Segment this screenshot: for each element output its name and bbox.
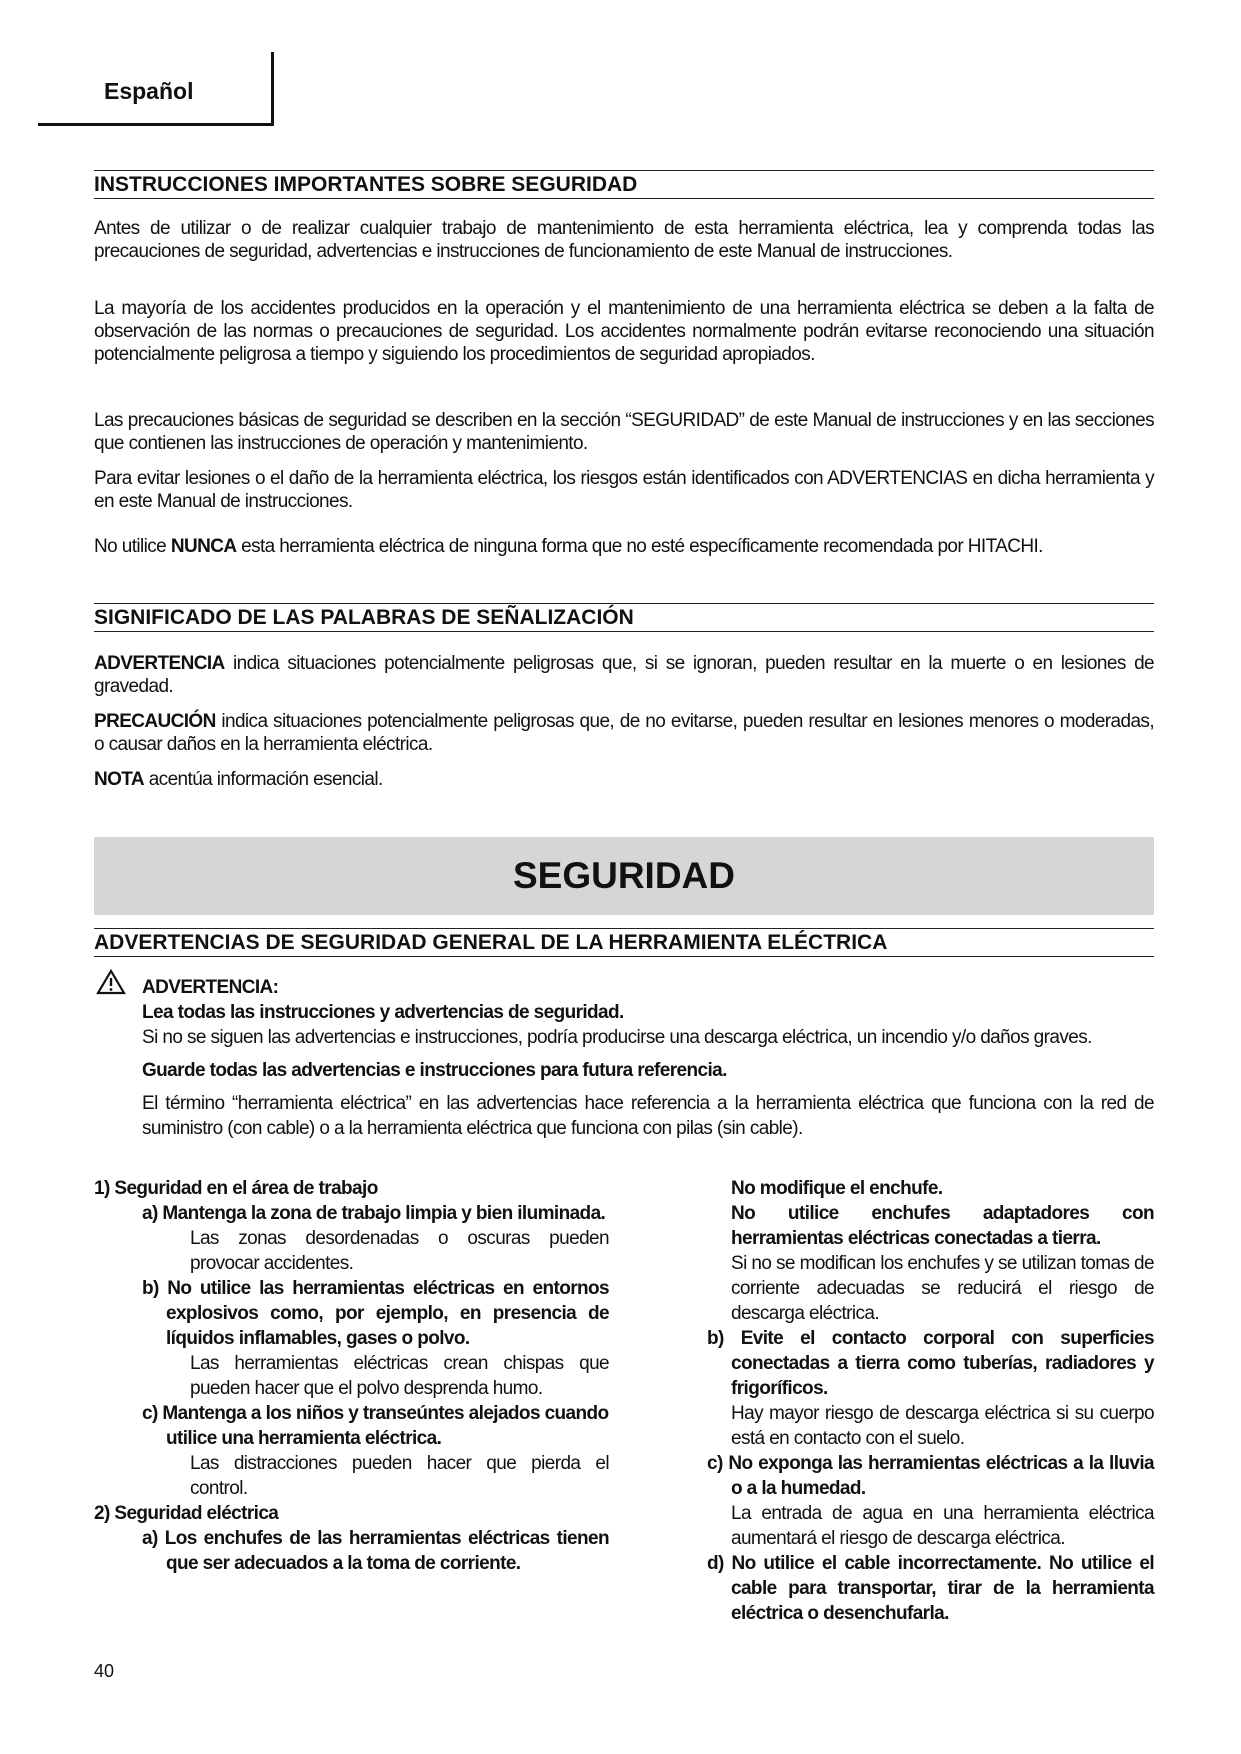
item-r1-bold: No modifique el enchufe. [731,1178,943,1199]
paragraph-never-use: No utilice NUNCA esta herramienta eléctrica de ninguna forma que no esté específicamente recomendada por HITACHI. [94,536,1043,557]
item-rc-bold: c) No exponga las herramientas eléctricas a la lluvia o a la humedad. [707,1453,1154,1499]
item-rc-text: La entrada de agua en una herramienta eléctrica aumentará el riesgo de descarga eléctrica. [731,1503,1154,1549]
paragraph-intro: Antes de utilizar o de realizar cualquier trabajo de mantenimiento de esta herramienta eléctrica, lea y comprenda todas las precauciones de seguridad, advertencias e instrucciones de funcionamiento de este Manual de instrucciones. [94,218,1154,262]
heading-work-area: 1) Seguridad en el área de trabajo [94,1178,378,1199]
language-tab [38,52,274,126]
general-warning-block [142,975,1154,1141]
item-r2-text: Si no se modifican los enchufes y se utilizan tomas de corriente adecuadas se reducirá el riesgo de descarga eléctrica. [731,1253,1154,1324]
safety-banner [94,837,1154,915]
item-rd-bold: d) No utilice el cable incorrectamente. No utilice el cable para transportar, tirar de la herramienta eléctrica o desenchufarla. [707,1553,1154,1624]
right-column [683,1176,1154,1626]
warning-term-definition: El término “herramienta eléctrica” en las advertencias hace referencia a la herramienta eléctrica que funciona con la red de suministro (con cable) o a la herramienta eléctrica que funciona con pilas (sin cable). [142,1093,1154,1139]
item-rb-bold: b) Evite el contacto corporal con superficies conectadas a tierra como tuberías, radiadores y frigoríficos. [707,1328,1154,1399]
item-a2-bold: a) Los enchufes de las herramientas eléctricas tienen que ser adecuados a la toma de corriente. [142,1528,609,1574]
paragraph-nota: NOTA acentúa información esencial. [94,769,383,790]
paragraph-accidents: La mayoría de los accidentes producidos en la operación y el mantenimiento de una herramienta eléctrica se deben a la falta de observación de las normas o precauciones de seguridad. Los accidentes normalmente podrán evitarse reconociendo una situación potencialmente peligrosa a tiempo y siguiendo los procedimientos de seguridad apropiados. [94,298,1154,365]
item-a-text: Las zonas desordenadas o oscuras pueden provocar accidentes. [190,1228,609,1274]
warning-triangle-icon [96,969,126,995]
section-title-signal-words: SIGNIFICADO DE LAS PALABRAS DE SEÑALIZACIÓN [94,603,1154,632]
left-column [94,1176,609,1576]
item-rb-text: Hay mayor riesgo de descarga eléctrica si su cuerpo está en contacto con el suelo. [731,1403,1154,1449]
item-c-text: Las distracciones pueden hacer que pierda el control. [190,1453,609,1499]
warning-keep: Guarde todas las advertencias e instrucciones para futura referencia. [142,1060,727,1081]
section-title-important-instructions: INSTRUCCIONES IMPORTANTES SOBRE SEGURIDAD [94,170,1154,199]
item-a-bold: a) Mantenga la zona de trabajo limpia y bien iluminada. [142,1203,606,1224]
warning-consequence: Si no se siguen las advertencias e instrucciones, podría producirse una descarga eléctrica, un incendio y/o daños graves. [142,1027,1092,1048]
paragraph-precaucion: PRECAUCIÓN indica situaciones potencialmente peligrosas que, de no evitarse, pueden resultar en lesiones menores o moderadas, o causar daños en la herramienta eléctrica. [94,711,1154,755]
item-b-bold: b) No utilice las herramientas eléctricas en entornos explosivos como, por ejemplo, en presencia de líquidos inflamables, gases o polvo. [142,1278,609,1349]
banner-title: SEGURIDAD [512,855,736,896]
item-b-text: Las herramientas eléctricas crean chispas que pueden hacer que el polvo desprenda humo. [190,1353,609,1399]
item-r2-bold: No utilice enchufes adaptadores con herramientas eléctricas conectadas a tierra. [731,1203,1154,1249]
paragraph-advertencia: ADVERTENCIA indica situaciones potencialmente peligrosas que, si se ignoran, pueden resultar en la muerte o en lesiones de gravedad. [94,653,1154,697]
paragraph-risks: Para evitar lesiones o el daño de la herramienta eléctrica, los riesgos están identificados con ADVERTENCIAS en dicha herramienta y en este Manual de instrucciones. [94,468,1154,512]
item-c-bold: c) Mantenga a los niños y transeúntes alejados cuando utilice una herramienta eléctrica. [142,1403,609,1449]
paragraph-basic-precautions: Las precauciones básicas de seguridad se describen en la sección “SEGURIDAD” de este Manual de instrucciones y en las secciones que contienen las instrucciones de operación y mantenimiento. [94,410,1154,454]
warning-read-all: Lea todas las instrucciones y advertencias de seguridad. [142,1002,624,1023]
language-label: Español [104,78,194,104]
warning-label: ADVERTENCIA: [142,977,279,998]
heading-electrical-safety: 2) Seguridad eléctrica [94,1503,279,1524]
section-title-general-warnings: ADVERTENCIAS DE SEGURIDAD GENERAL DE LA HERRAMIENTA ELÉCTRICA [94,928,1154,957]
page-number: 40 [94,1661,115,1681]
